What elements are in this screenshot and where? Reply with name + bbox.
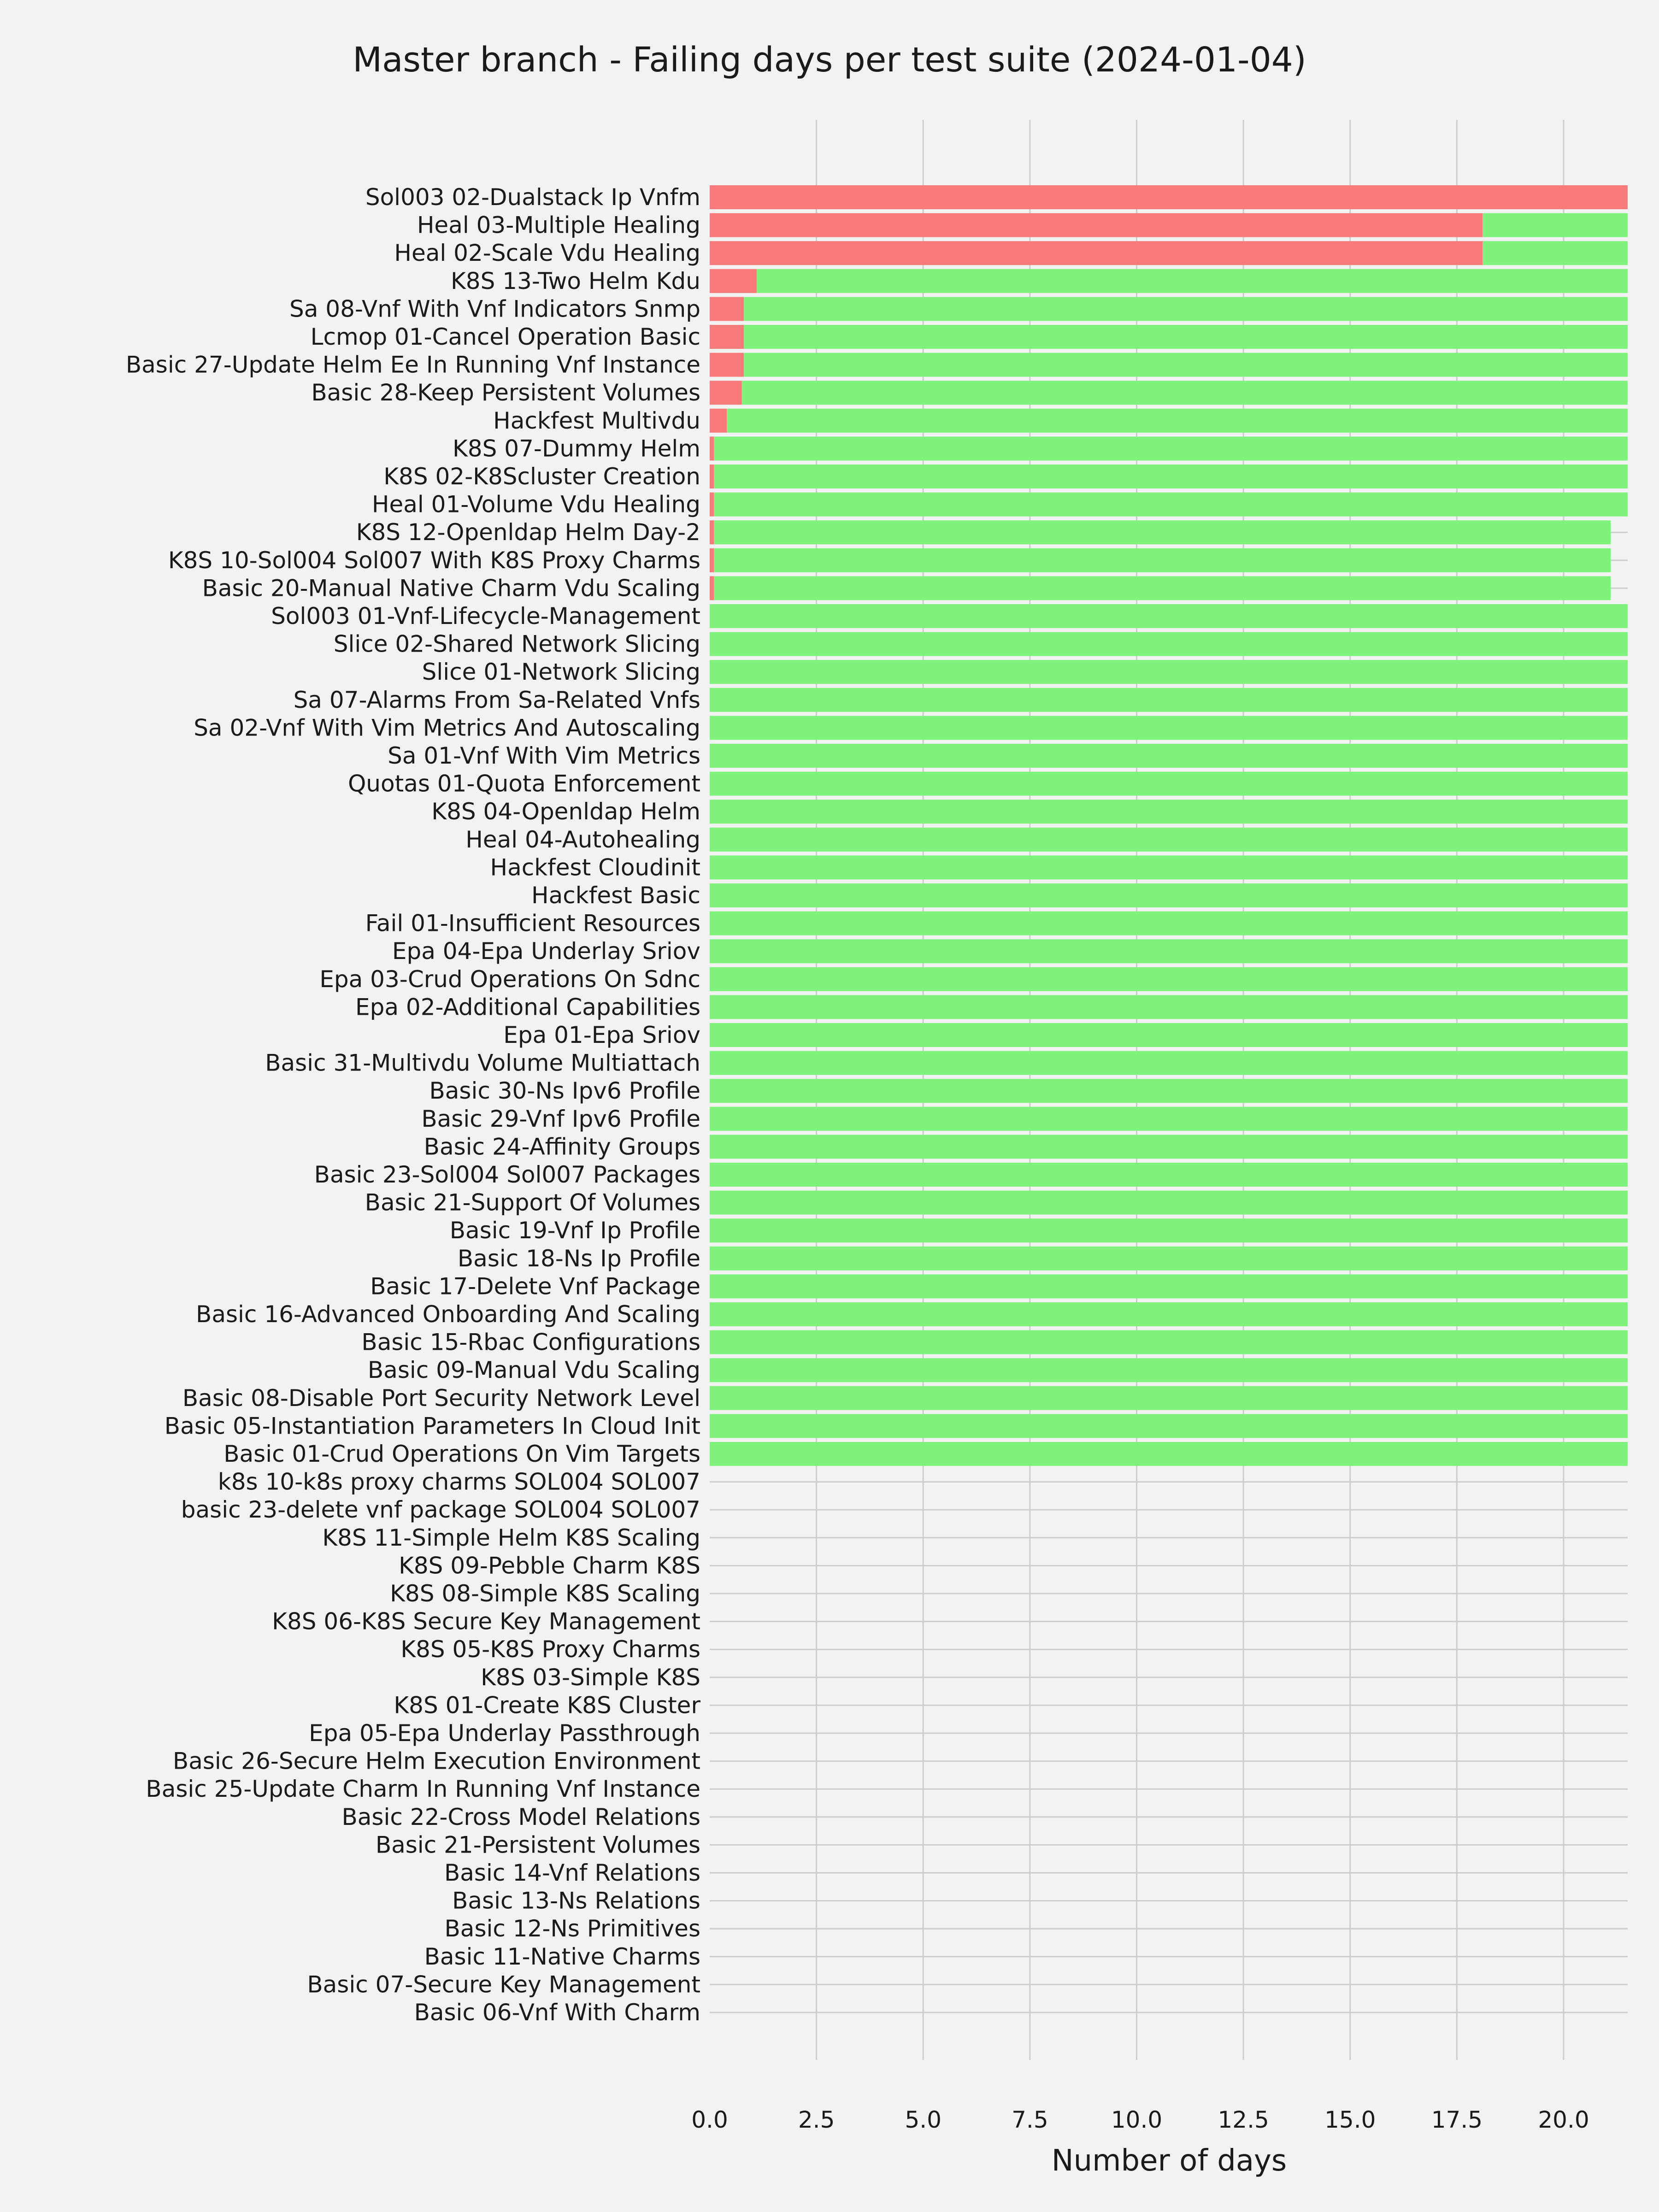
bar-failing: [710, 548, 714, 572]
bar-passing: [710, 967, 1628, 991]
bar-failing: [710, 185, 1628, 209]
y-tick-label: Basic 14-Vnf Relations: [444, 1859, 700, 1886]
bar-failing: [710, 325, 744, 349]
y-tick-label: Basic 11-Native Charms: [424, 1943, 700, 1970]
y-tick-label: Basic 01-Crud Operations On Vim Targets: [224, 1441, 700, 1467]
y-tick-label: K8S 02-K8Scluster Creation: [383, 463, 700, 490]
bar-passing: [710, 1442, 1628, 1466]
y-tick-label: Basic 30-Ns Ipv6 Profile: [429, 1077, 700, 1105]
bar-passing: [714, 576, 1611, 600]
bar-passing: [710, 1247, 1628, 1271]
bar-failing: [710, 381, 741, 405]
x-axis-label: Number of days: [1051, 2144, 1287, 2178]
y-tick-label: Basic 31-Multivdu Volume Multiattach: [265, 1049, 700, 1077]
y-tick-label: Lcmop 01-Cancel Operation Basic: [310, 324, 700, 350]
bar-passing: [710, 939, 1628, 963]
bar-passing: [727, 409, 1628, 433]
bar-passing: [710, 1358, 1628, 1382]
y-tick-label: K8S 03-Simple K8S: [481, 1664, 700, 1691]
chart-title: Master branch - Failing days per test suite (2024-01-04): [353, 40, 1306, 80]
y-tick-label: Basic 15-Rbac Configurations: [361, 1329, 700, 1356]
y-tick-label: Hackfest Cloudinit: [490, 854, 700, 881]
y-tick-label: K8S 06-K8S Secure Key Management: [272, 1608, 700, 1635]
bar-failing: [710, 576, 714, 600]
y-tick-label: Heal 02-Scale Vdu Healing: [394, 240, 700, 267]
y-tick-label: Sol003 02-Dualstack Ip Vnfm: [365, 184, 700, 211]
y-tick-label: Basic 21-Support Of Volumes: [365, 1189, 700, 1216]
y-tick-label: Basic 16-Advanced Onboarding And Scaling: [196, 1301, 700, 1328]
bar-passing: [710, 1163, 1628, 1187]
bar-failing: [710, 353, 744, 377]
y-tick-label: Basic 23-Sol004 Sol007 Packages: [314, 1161, 700, 1188]
y-tick-label: Heal 04-Autohealing: [465, 826, 700, 853]
y-tick-label: Basic 29-Vnf Ipv6 Profile: [421, 1105, 700, 1132]
bar-passing: [741, 381, 1628, 405]
bar-passing: [744, 353, 1628, 377]
y-tick-label: Epa 03-Crud Operations On Sdnc: [319, 965, 700, 993]
bar-passing: [710, 912, 1628, 935]
y-tick-label: Basic 06-Vnf With Charm: [414, 1999, 700, 2026]
y-tick-label: Basic 17-Delete Vnf Package: [370, 1273, 700, 1300]
bar-passing: [710, 660, 1628, 684]
y-tick-label: k8s 10-k8s proxy charms SOL004 SOL007: [218, 1468, 700, 1495]
bar-failing: [710, 436, 714, 460]
y-tick-label: Epa 02-Additional Capabilities: [355, 994, 700, 1021]
y-tick-label: Sa 07-Alarms From Sa-Related Vnfs: [293, 686, 700, 713]
bar-passing: [744, 325, 1628, 349]
y-tick-label: Sa 02-Vnf With Vim Metrics And Autoscaling: [194, 714, 700, 741]
bar-passing: [710, 1218, 1628, 1242]
bar-passing: [710, 1107, 1628, 1131]
y-tick-label: Basic 20-Manual Native Charm Vdu Scaling: [202, 575, 700, 602]
y-tick-label: Basic 08-Disable Port Security Network Level: [182, 1384, 700, 1412]
x-tick-label: 12.5: [1218, 2106, 1269, 2133]
y-tick-label: Basic 27-Update Helm Ee In Running Vnf Instance: [125, 351, 700, 378]
y-tick-label: K8S 12-Openldap Helm Day-2: [356, 519, 700, 546]
bar-passing: [710, 1191, 1628, 1215]
bar-passing: [710, 772, 1628, 796]
y-tick-label: Basic 09-Manual Vdu Scaling: [367, 1357, 700, 1384]
y-tick-label: K8S 10-Sol004 Sol007 With K8S Proxy Charms: [168, 547, 700, 574]
y-tick-label: Basic 13-Ns Relations: [452, 1887, 700, 1914]
y-tick-label: Heal 03-Multiple Healing: [417, 212, 700, 239]
bar-passing: [714, 465, 1628, 488]
y-tick-label: Hackfest Multivdu: [493, 407, 700, 434]
y-tick-label: Heal 01-Volume Vdu Healing: [371, 491, 700, 518]
bar-failing: [710, 297, 744, 321]
y-tick-label: Basic 26-Secure Helm Execution Environment: [172, 1747, 700, 1775]
bar-passing: [757, 269, 1628, 293]
x-tick-label: 7.5: [1012, 2106, 1048, 2133]
bar-passing: [710, 632, 1628, 656]
y-tick-label: Basic 12-Ns Primitives: [444, 1915, 700, 1942]
y-tick-label: Sa 08-Vnf With Vnf Indicators Snmp: [289, 295, 700, 323]
bar-passing: [710, 1330, 1628, 1354]
bar-passing: [710, 1051, 1628, 1075]
y-tick-label: K8S 11-Simple Helm K8S Scaling: [322, 1524, 700, 1551]
bar-passing: [710, 1302, 1628, 1326]
y-tick-label: Slice 02-Shared Network Slicing: [333, 630, 700, 658]
y-tick-label: Sa 01-Vnf With Vim Metrics: [388, 742, 700, 769]
bar-failing: [710, 409, 727, 433]
x-tick-label: 0.0: [691, 2106, 728, 2133]
bar-passing: [710, 1386, 1628, 1410]
bar-failing: [710, 493, 714, 517]
bar-failing: [710, 213, 1483, 237]
bar-failing: [710, 520, 714, 544]
y-tick-label: Basic 19-Vnf Ip Profile: [449, 1217, 700, 1244]
bar-passing: [710, 855, 1628, 879]
x-tick-label: 15.0: [1324, 2106, 1376, 2133]
y-tick-label: Hackfest Basic: [531, 882, 700, 909]
y-tick-label: Basic 25-Update Charm In Running Vnf Instance: [146, 1776, 700, 1803]
bar-passing: [710, 800, 1628, 824]
y-tick-label: Basic 21-Persistent Volumes: [375, 1831, 700, 1859]
bar-failing: [710, 465, 714, 488]
y-tick-label: K8S 04-Openldap Helm: [431, 798, 700, 825]
y-tick-label: Epa 05-Epa Underlay Passthrough: [309, 1720, 700, 1747]
bar-passing: [710, 1023, 1628, 1047]
bar-passing: [710, 1135, 1628, 1159]
y-tick-label: Fail 01-Insufficient Resources: [365, 910, 700, 937]
bar-failing: [710, 241, 1483, 265]
bar-passing: [744, 297, 1628, 321]
bar-passing: [710, 995, 1628, 1019]
bar-passing: [710, 1274, 1628, 1298]
y-tick-label: K8S 01-Create K8S Cluster: [394, 1692, 700, 1719]
bar-passing: [714, 548, 1611, 572]
bar-passing: [1483, 213, 1628, 237]
x-tick-label: 10.0: [1111, 2106, 1163, 2133]
y-tick-label: K8S 13-Two Helm Kdu: [450, 267, 700, 294]
y-tick-label: Basic 07-Secure Key Management: [307, 1971, 700, 1998]
bar-passing: [710, 744, 1628, 768]
y-tick-label: basic 23-delete vnf package SOL004 SOL007: [181, 1496, 700, 1524]
bar-passing: [710, 716, 1628, 740]
x-tick-labels: [691, 2106, 1589, 2133]
bar-passing: [714, 436, 1628, 460]
bar-passing: [710, 1414, 1628, 1438]
y-tick-label: K8S 05-K8S Proxy Charms: [400, 1636, 700, 1663]
bar-passing: [710, 828, 1628, 852]
bar-passing: [710, 883, 1628, 907]
bar-passing: [714, 493, 1628, 517]
y-tick-label: Basic 05-Instantiation Parameters In Cloud Init: [164, 1412, 700, 1440]
y-tick-label: Epa 01-Epa Sriov: [503, 1022, 700, 1048]
x-tick-label: 17.5: [1431, 2106, 1483, 2133]
y-tick-label: K8S 08-Simple K8S Scaling: [390, 1580, 700, 1607]
y-tick-label: Epa 04-Epa Underlay Sriov: [392, 938, 700, 965]
y-tick-label: K8S 09-Pebble Charm K8S: [399, 1552, 700, 1579]
y-tick-label: Basic 28-Keep Persistent Volumes: [311, 379, 700, 406]
x-tick-label: 20.0: [1538, 2106, 1589, 2133]
y-tick-label: Basic 18-Ns Ip Profile: [457, 1245, 700, 1272]
y-tick-label: Sol003 01-Vnf-Lifecycle-Management: [271, 603, 700, 629]
y-tick-label: Basic 22-Cross Model Relations: [341, 1803, 700, 1830]
bar-passing: [710, 1079, 1628, 1103]
bar-failing: [710, 269, 757, 293]
bar-passing: [714, 520, 1611, 544]
bar-passing: [710, 688, 1628, 712]
bar-passing: [710, 604, 1628, 628]
x-tick-label: 2.5: [798, 2106, 835, 2133]
y-tick-label: Slice 01-Network Slicing: [422, 659, 700, 686]
y-tick-label: Quotas 01-Quota Enforcement: [347, 770, 700, 797]
y-tick-label: Basic 24-Affinity Groups: [424, 1133, 700, 1160]
y-tick-label: K8S 07-Dummy Helm: [453, 435, 700, 462]
x-tick-label: 5.0: [905, 2106, 942, 2133]
bar-passing: [1483, 241, 1628, 265]
